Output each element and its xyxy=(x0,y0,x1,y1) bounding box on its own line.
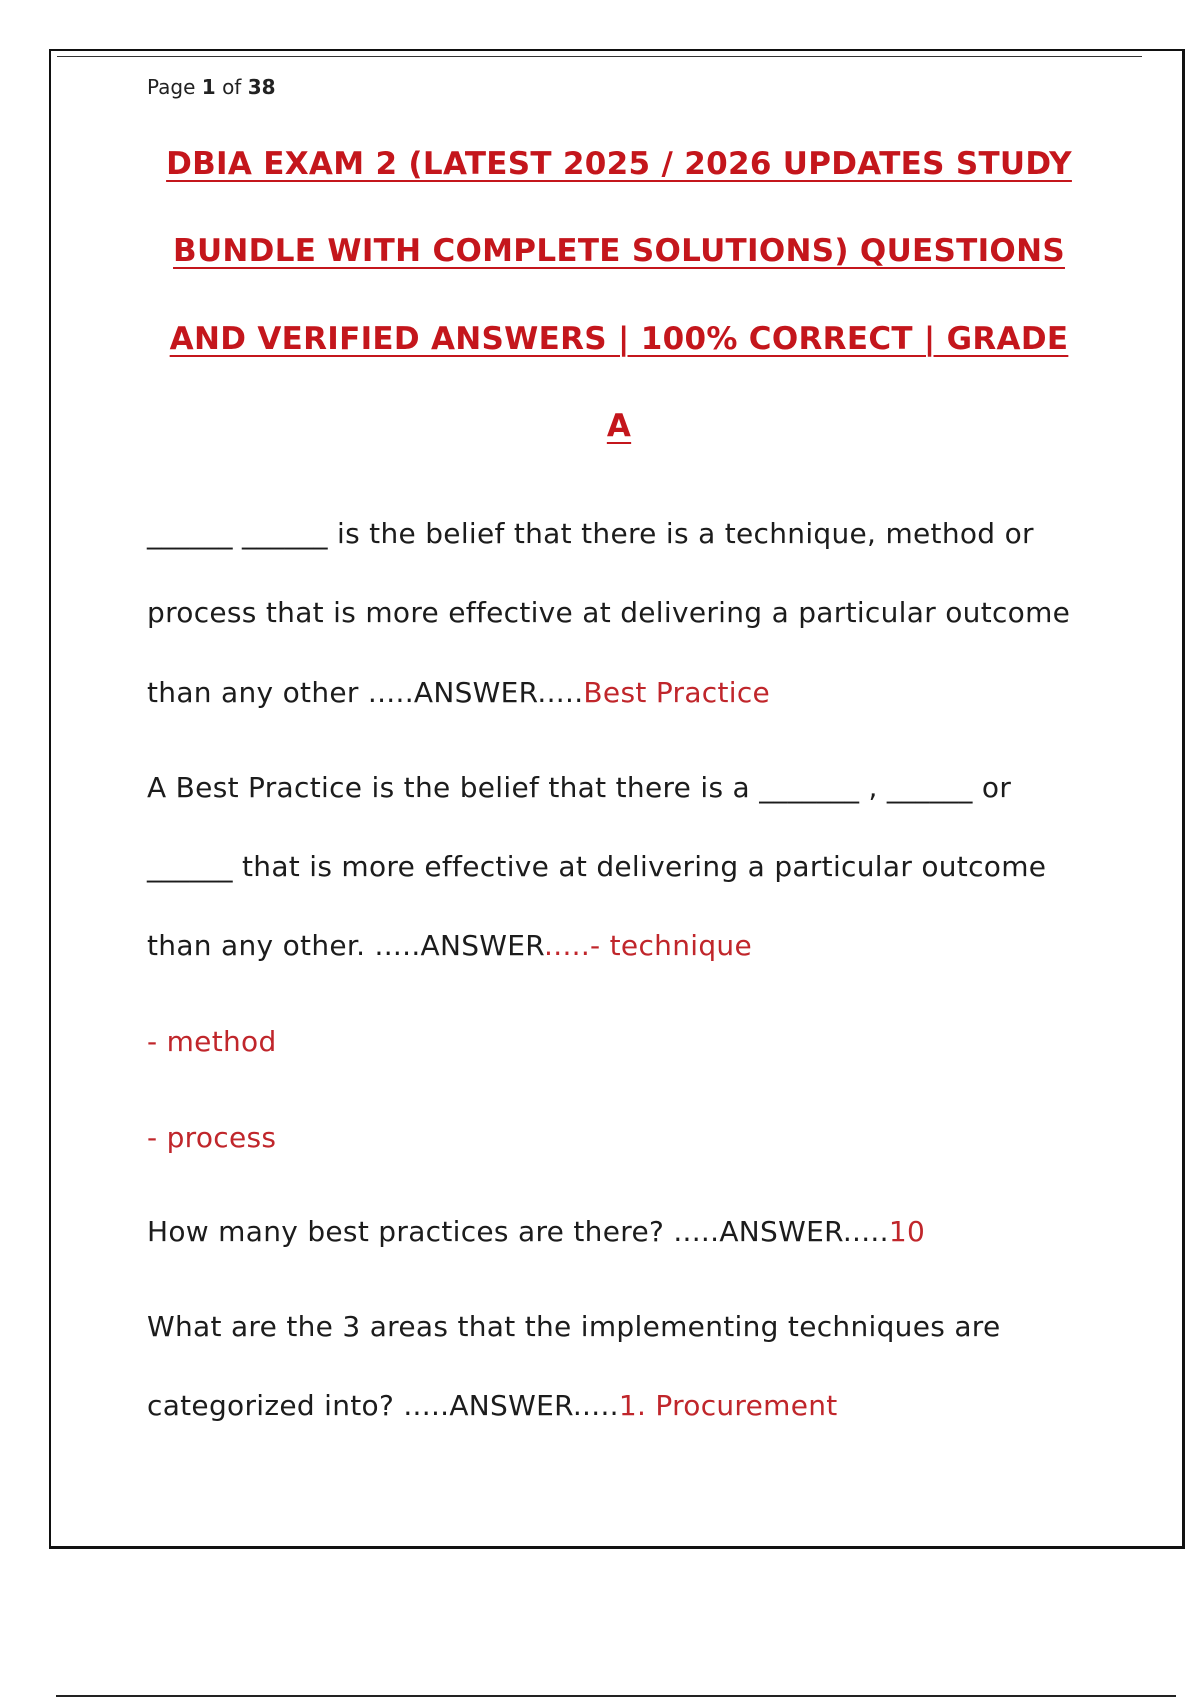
question-4-line-2 xyxy=(147,1389,838,1422)
question-2-answer-extra-1: - method xyxy=(147,1025,277,1058)
question-3-prefix: How many best practices are there? .....ANSWER..... xyxy=(147,1215,889,1248)
page-number xyxy=(147,75,276,99)
page-total: 38 xyxy=(247,75,276,99)
question-1-answer: Best Practice xyxy=(583,676,771,709)
question-2-answer-extra-2: - process xyxy=(147,1121,277,1154)
question-2-prefix: than any other. .....ANSWER xyxy=(147,929,545,962)
question-2-line-1: A Best Practice is the belief that there is a _______ , ______ or xyxy=(147,771,1012,804)
question-4-line-1: What are the 3 areas that the implementing techniques are xyxy=(147,1310,1001,1343)
title-line-1: DBIA EXAM 2 (LATEST 2025 / 2026 UPDATES STUDY xyxy=(166,146,1072,182)
question-1-line-3 xyxy=(147,676,770,709)
page-label-of: of xyxy=(222,75,242,99)
question-2-line-3 xyxy=(147,929,752,962)
page-current: 1 xyxy=(201,75,216,99)
title-line-2: BUNDLE WITH COMPLETE SOLUTIONS) QUESTIONS xyxy=(173,233,1065,269)
question-1-line-1: ______ ______ is the belief that there is a technique, method or xyxy=(147,517,1034,550)
title-line-3: AND VERIFIED ANSWERS | 100% CORRECT | GRADE xyxy=(169,321,1069,357)
question-1-line-2: process that is more effective at delivering a particular outcome xyxy=(147,596,1071,629)
question-3-answer: 10 xyxy=(888,1215,926,1248)
question-3-line-1 xyxy=(147,1215,925,1248)
question-4-prefix: categorized into? .....ANSWER..... xyxy=(147,1389,619,1422)
page-frame xyxy=(49,49,1185,1549)
footer-rule xyxy=(56,1695,1176,1697)
question-2-answer: .....- technique xyxy=(544,929,752,962)
page-label-prefix: Page xyxy=(147,75,196,99)
question-4-answer: 1. Procurement xyxy=(618,1389,838,1422)
question-1-prefix: than any other .....ANSWER..... xyxy=(147,676,584,709)
title-line-4: A xyxy=(606,408,632,444)
question-2-line-2: ______ that is more effective at delivering a particular outcome xyxy=(147,850,1047,883)
